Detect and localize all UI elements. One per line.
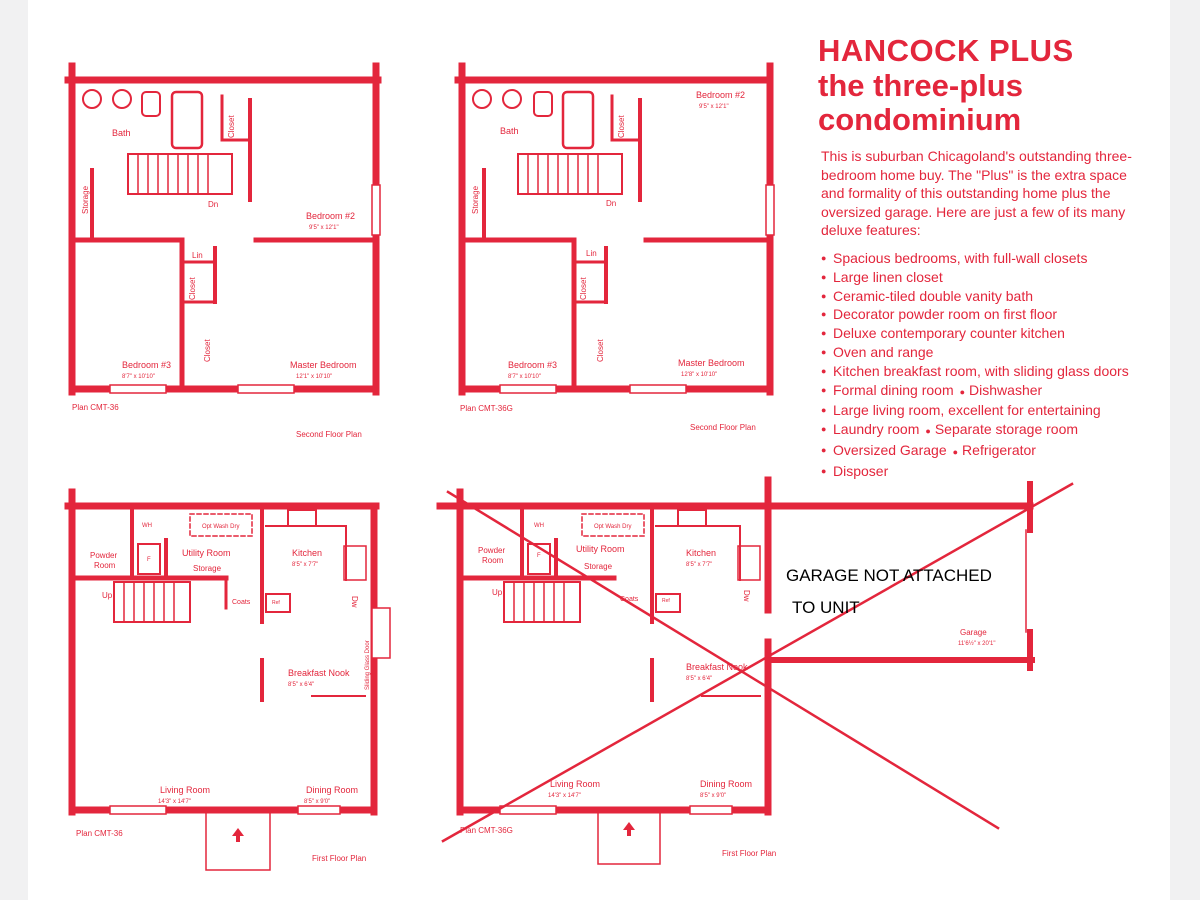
tl-bedroom3-size: 8'7" x 10'10" — [122, 374, 155, 380]
br-nook-label: Breakfast Nook — [686, 662, 748, 672]
feature-text: Refrigerator — [962, 441, 1036, 458]
bl-nook-label: Breakfast Nook — [288, 668, 350, 678]
bl-f-label: F — [147, 557, 151, 563]
tl-closet-label: Closet — [227, 115, 236, 138]
bl-kitchen-size: 8'5" x 7'7" — [292, 562, 319, 568]
feature-item — [821, 381, 1161, 402]
feature-text: Kitchen breakfast room, with sliding glass doors — [833, 362, 1129, 379]
bullet-icon: ● — [959, 386, 966, 397]
bl-nook-size: 8'5" x 6'4" — [288, 682, 315, 688]
br-dining-size: 8'5" x 9'0" — [700, 793, 727, 799]
br-up-label: Up — [492, 588, 503, 597]
tr-floor-title: Second Floor Plan — [690, 423, 756, 432]
feature-list — [821, 249, 1161, 481]
br-powder-label-2: Room — [482, 556, 504, 565]
tl-closet2-label: Closet — [188, 277, 197, 300]
br-utility-label: Utility Room — [576, 544, 625, 554]
br-floor-title: First Floor Plan — [722, 849, 777, 858]
bl-living-size: 14'3" x 14'7" — [158, 799, 191, 805]
bl-up-label: Up — [102, 591, 113, 600]
feature-item — [821, 362, 1161, 381]
br-washdry-label: Opt Wash Dry — [594, 524, 632, 530]
tr-bedroom2-label: Bedroom #2 — [696, 90, 746, 100]
tl-bedroom2-size: 9'5" x 12'1" — [309, 225, 339, 231]
br-dining-label: Dining Room — [700, 779, 753, 789]
tr-bedroom2-size: 9'5" x 12'1" — [699, 104, 729, 110]
bl-wh-label: WH — [142, 523, 152, 529]
br-garage-label: Garage — [960, 628, 987, 637]
headline-hancock-plus: HANCOCK PLUS — [818, 33, 1074, 68]
br-coats-label: Coats — [620, 596, 639, 603]
feature-item — [821, 343, 1161, 362]
feature-text: Large linen closet — [833, 268, 943, 285]
bl-living-label: Living Room — [160, 785, 211, 795]
feature-item — [821, 441, 1161, 462]
bl-floor-title: First Floor Plan — [312, 854, 367, 863]
feature-text: Oven and range — [833, 343, 934, 360]
feature-text: Decorator powder room on first floor — [833, 306, 1058, 323]
tl-closet3-label: Closet — [203, 339, 212, 362]
tl-dn-label: Dn — [208, 200, 219, 209]
br-garage-size: 11'6½" x 20'1" — [958, 641, 996, 647]
br-kitchen-size: 8'5" x 7'7" — [686, 562, 713, 568]
plan-first-floor-cmt36g-walls — [440, 480, 1032, 864]
br-plan-number: Plan CMT-36G — [460, 826, 513, 835]
feature-text: Oversized Garage — [833, 441, 947, 458]
bl-plan-number: Plan CMT-36 — [76, 829, 123, 838]
feature-item — [821, 249, 1161, 268]
feature-item — [821, 401, 1161, 420]
feature-item — [821, 305, 1161, 324]
tl-storage-label: Storage — [81, 185, 90, 214]
bl-ref-label: Ref — [272, 600, 280, 606]
bl-dining-label: Dining Room — [306, 785, 359, 795]
br-powder-label-1: Powder — [478, 546, 506, 555]
bl-washdry-label: Opt Wash Dry — [202, 524, 240, 530]
tl-plan-number: Plan CMT-36 — [72, 403, 119, 412]
br-f-label: F — [537, 553, 541, 559]
tr-dn-label: Dn — [606, 199, 617, 208]
tr-closet-label: Closet — [617, 115, 626, 138]
feature-item — [821, 287, 1161, 306]
feature-item — [821, 420, 1161, 441]
tl-master-size: 12'1" x 10'10" — [296, 374, 333, 380]
bl-powder-label-1: Powder — [90, 551, 118, 560]
bl-dw-label: Dw — [350, 596, 359, 608]
bl-kitchen-label: Kitchen — [292, 548, 323, 558]
br-ref-label: Ref — [662, 598, 670, 604]
tr-closet3-label: Closet — [596, 339, 605, 362]
feature-text: Large living room, excellent for entertaining — [833, 402, 1101, 419]
bl-sliding-door-label: Sliding Glass Door — [365, 640, 371, 690]
feature-text: Spacious bedrooms, with full-wall closets — [833, 250, 1088, 266]
feature-text: Separate storage room — [934, 421, 1079, 438]
bullet-icon: ● — [925, 426, 931, 437]
tl-bedroom3-label: Bedroom #3 — [122, 360, 172, 370]
bl-utility-label: Utility Room — [182, 548, 231, 558]
br-living-label: Living Room — [550, 779, 601, 789]
feature-text: Ceramic-tiled double vanity bath — [833, 287, 1033, 304]
tr-bath-label: Bath — [500, 126, 519, 136]
bl-dining-size: 8'5" x 9'0" — [304, 799, 331, 805]
bl-storage-label: Storage — [193, 564, 222, 573]
bullet-icon: ● — [952, 446, 959, 457]
tr-plan-number: Plan CMT-36G — [460, 404, 513, 413]
tl-lin-label: Lin — [192, 251, 203, 260]
tl-master-label: Master Bedroom — [290, 360, 357, 370]
tl-bedroom2-label: Bedroom #2 — [306, 211, 356, 221]
br-nook-size: 8'5" x 6'4" — [686, 676, 713, 682]
br-storage-label: Storage — [584, 562, 613, 571]
tr-master-size: 12'8" x 10'10" — [681, 372, 718, 378]
garage-note-line-2: TO UNIT — [792, 598, 860, 617]
tl-bath-label: Bath — [112, 128, 131, 138]
feature-item — [821, 268, 1161, 287]
tr-bedroom3-label: Bedroom #3 — [508, 360, 558, 370]
garage-note-line-1: GARAGE NOT ATTACHED — [786, 566, 992, 585]
feature-text: Formal dining room — [833, 381, 954, 398]
feature-item — [821, 462, 1161, 481]
tl-floor-title: Second Floor Plan — [296, 430, 362, 439]
feature-text: Dishwasher — [969, 381, 1043, 398]
feature-text: Laundry room — [833, 421, 920, 438]
tr-bedroom3-size: 8'7" x 10'10" — [508, 374, 541, 380]
bl-coats-label: Coats — [232, 599, 251, 606]
tr-lin-label: Lin — [586, 249, 597, 258]
headline-condominium: condominium — [818, 102, 1022, 137]
tr-storage-label: Storage — [471, 185, 480, 214]
feature-item — [821, 324, 1161, 343]
br-wh-label: WH — [534, 523, 544, 529]
feature-text: Disposer — [833, 462, 889, 479]
intro-paragraph: This is suburban Chicagoland's outstanding three-bedroom home buy. The "Plus" is the extra space and formality of this outstanding home plus the oversized garage. Here are just a few of its many deluxe features: — [821, 148, 1132, 239]
tr-closet2-label: Closet — [579, 277, 588, 300]
br-living-size: 14'3" x 14'7" — [548, 793, 581, 799]
br-kitchen-label: Kitchen — [686, 548, 717, 558]
bl-powder-label-2: Room — [94, 561, 116, 570]
headline-three-plus: the three-plus — [818, 68, 1023, 103]
plan-second-floor-cmt36g-walls — [458, 66, 774, 393]
tr-master-label: Master Bedroom — [678, 358, 745, 368]
br-dw-label: Dw — [742, 590, 751, 602]
feature-text: Deluxe contemporary counter kitchen — [833, 325, 1065, 342]
